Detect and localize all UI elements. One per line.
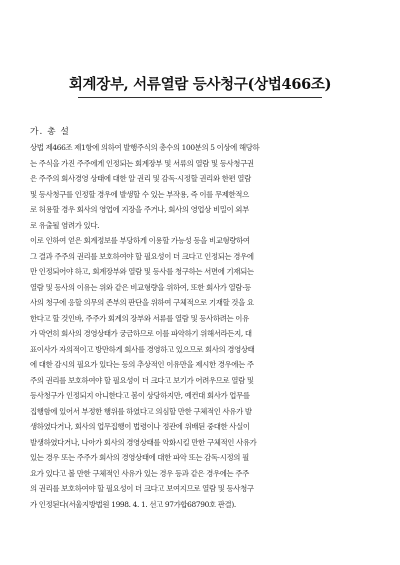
title-block: [60, 76, 340, 98]
body-line: 요가 있다고 볼 만한 구체적인 사유가 있는 경우 등과 같은 경우에는 주주: [30, 468, 249, 478]
body-line: 가 인정된다(서울지방법원 1998. 4. 1. 선고 97가합68790호 판결).: [30, 499, 236, 509]
body-line: 은 주주의 회사경영 상태에 대한 알 권리 및 감독·시정할 권리와 한편 열람: [30, 174, 251, 183]
body-line: 주의 권리를 보호하여야 할 필요성이 더 크다고 보기가 어려우므로 열람 및: [30, 375, 254, 385]
body-line: 이로 인하여 얻은 회계정보를 부당하게 이용할 가능성 등을 비교형량하여: [30, 236, 250, 245]
title-underline: [78, 97, 322, 98]
body-line: 생하였다거나, 회사의 업무집행이 법령이나 정관에 위배된 중대한 사실이: [30, 422, 250, 431]
body-line: 집행함에 있어서 부정한 행위를 하였다고 의심할 만한 구체적인 사유가 발: [30, 406, 252, 416]
body-line: 등사청구가 인정되지 아니한다고 봄이 상당하지만, 예컨대 회사가 업무를: [30, 391, 250, 400]
body-line: 한다고 할 것인바, 주주가 회계의 장부와 서류를 열람 및 등사하려는 이유: [30, 313, 249, 323]
body-line: 에 대한 감시의 필요가 있다는 등의 추상적인 이유만을 제시한 경우에는 주: [30, 360, 254, 369]
section-heading: 가. 총 설: [30, 127, 70, 137]
body-line: 그 결과 주주의 권리를 보호하여야 할 필요성이 더 크다고 인정되는 경우에: [30, 251, 254, 261]
body-line: 가 막연히 회사의 경영상태가 궁금하므로 이를 파악하기 위해서라든지, 대: [30, 329, 252, 338]
body-line: 및 등사청구를 인정할 경우에 발생할 수 있는 부작용, 즉 이를 무제한적으: [30, 189, 249, 199]
body-line: 의 권리를 보호하여야 할 필요성이 더 크다고 보여지므로 열람 및 등사청구: [30, 484, 254, 493]
body-line: 있는 경우 또는 주주가 회사의 경영상태에 대한 파악 또는 감독·시정의 필: [30, 453, 249, 462]
page-title: 회계장부, 서류열람 등사청구(상법466조): [68, 76, 332, 93]
body-line: 로 유출될 염려가 있다.: [30, 220, 100, 230]
body-line: 만 인정되어야 하고, 회계장부와 열람 및 등사를 청구하는 서면에 기재되는: [30, 267, 254, 276]
body-line: 사의 청구에 응할 의무의 존부의 판단을 위하여 구체적으로 기재할 것을 요: [30, 298, 254, 307]
body-line: 발생하였다거나, 나아가 회사의 경영상태를 악화시킬 만한 구체적인 사유가: [30, 437, 257, 447]
body-line: 로 허용할 경우 회사의 영업에 지장을 주거나, 회사의 영업상 비밀이 외부: [30, 205, 249, 214]
body-text: [30, 140, 372, 512]
body-line: 열람 및 등사의 이유는 위와 같은 비교형량을 위하여, 또한 회사가 열람·등: [30, 282, 251, 292]
body-line: 는 주식을 가진 주주에게 인정되는 회계장부 및 서류의 열람 및 등사청구권: [30, 158, 254, 168]
body-line: 표이사가 자의적이고 방만하게 회사를 경영하고 있으므로 회사의 경영상태: [30, 344, 255, 354]
body-line: 상법 제466조 제1항에 의하여 발행주식의 총수의 100분의 5 이상에 해당하: [30, 143, 260, 152]
